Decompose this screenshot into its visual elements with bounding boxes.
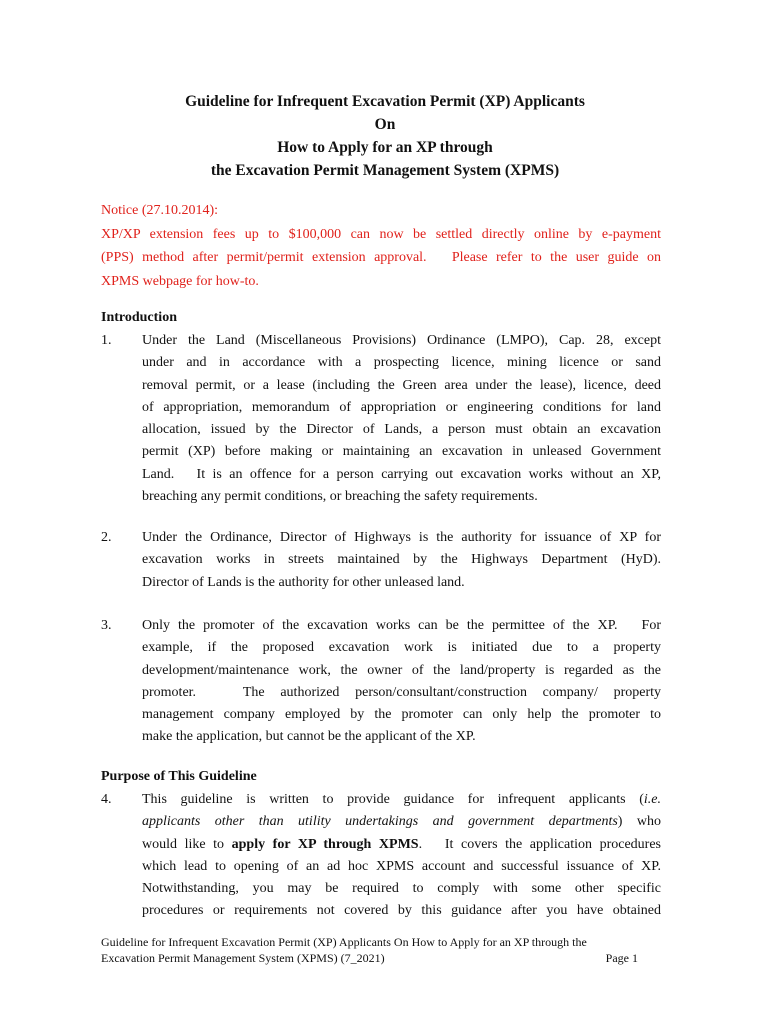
text-line: development/maintenance work, the owner of the land/property is regarded as the bbox=[142, 662, 661, 678]
page-footer bbox=[101, 935, 638, 966]
text-span: . It covers the application procedures bbox=[418, 836, 661, 852]
title-line-1: Guideline for Infrequent Excavation Permit (XP) Applicants bbox=[185, 93, 585, 110]
paragraph-2 bbox=[101, 527, 661, 594]
paragraph-body bbox=[142, 615, 661, 749]
introduction-heading: Introduction bbox=[101, 310, 177, 325]
paragraph-number: 1. bbox=[101, 333, 112, 348]
title-line-4: the Excavation Permit Management System (XPMS) bbox=[210, 162, 560, 179]
notice-block bbox=[101, 199, 661, 293]
text-line bbox=[142, 834, 661, 856]
title-line-2: On bbox=[374, 116, 396, 133]
text-line: which lead to opening of an ad hoc XPMS account and successful issuance of XP. bbox=[142, 858, 661, 874]
footer-line-1: Guideline for Infrequent Excavation Permit (XP) Applicants On How to Apply for an XP through the bbox=[101, 935, 587, 949]
text-line: Land. It is an offence for a person carrying out excavation works without an XP, bbox=[142, 466, 661, 482]
text-line: allocation, issued by the Director of Lands, a person must obtain an excavation bbox=[142, 422, 661, 438]
text-line: under and in accordance with a prospecting licence, mining licence or sand bbox=[142, 355, 661, 371]
text-line: breaching any permit conditions, or breaching the safety requirements. bbox=[142, 489, 538, 505]
text-line: Only the promoter of the excavation works can be the permittee of the XP. For bbox=[142, 618, 661, 633]
italic-text: applicants other than utility undertakings and government departments bbox=[142, 814, 618, 830]
text-line: Notwithstanding, you may be required to comply with some other specific bbox=[142, 881, 661, 897]
text-line: make the application, but cannot be the applicant of the XP. bbox=[142, 729, 476, 745]
text-line: permit (XP) before making or maintaining an excavation in unleased Government bbox=[142, 444, 661, 460]
text-span: would like to bbox=[142, 836, 232, 852]
paragraph-number: 4. bbox=[101, 792, 112, 807]
paragraph-number: 2. bbox=[101, 530, 112, 545]
text-line: promoter. The authorized person/consultant/construction company/ property bbox=[142, 684, 661, 700]
text-line: removal permit, or a lease (including the Green area under the lease), licence, deed bbox=[142, 377, 661, 393]
notice-line-2: (PPS) method after permit/permit extension approval. Please refer to the user guide on bbox=[101, 250, 661, 265]
text-line: example, if the proposed excavation work is initiated due to a property bbox=[142, 640, 661, 656]
notice-line-1: XP/XP extension fees up to $100,000 can now be settled directly online by e-payment bbox=[101, 226, 661, 242]
text-span: This guideline is written to provide guidance for infrequent applicants ( bbox=[142, 792, 644, 807]
text-line: excavation works in streets maintained by the Highways Department (HyD). bbox=[142, 552, 661, 568]
paragraph-body bbox=[142, 330, 661, 508]
paragraph-body bbox=[142, 527, 661, 594]
footer-row-2 bbox=[101, 951, 638, 967]
title-line-3: How to Apply for an XP through bbox=[277, 139, 493, 156]
paragraph-1 bbox=[101, 330, 661, 508]
text-line bbox=[142, 789, 661, 811]
page-number: Page 1 bbox=[605, 950, 638, 965]
paragraph-number: 3. bbox=[101, 618, 112, 633]
text-line: Under the Land (Miscellaneous Provisions) Ordinance (LMPO), Cap. 28, except bbox=[142, 333, 661, 348]
text-line: procedures or requirements not covered by this guidance after you have obtained bbox=[142, 903, 661, 919]
text-line: of appropriation, memorandum of appropriation or engineering conditions for land bbox=[142, 399, 661, 415]
paragraph-body bbox=[142, 789, 661, 923]
text-span: ) who bbox=[617, 814, 661, 830]
notice-heading: Notice (27.10.2014): bbox=[101, 203, 219, 218]
notice-line-3: XPMS webpage for how-to. bbox=[101, 273, 259, 289]
text-line: Director of Lands is the authority for other unleased land. bbox=[142, 574, 465, 590]
paragraph-3 bbox=[101, 615, 661, 749]
document-title bbox=[0, 90, 770, 182]
italic-text: i.e. bbox=[643, 792, 661, 807]
text-line: management company employed by the promoter can only help the promoter to bbox=[142, 707, 661, 723]
paragraph-4 bbox=[101, 789, 661, 923]
purpose-heading: Purpose of This Guideline bbox=[101, 769, 257, 784]
text-line bbox=[142, 811, 661, 833]
bold-text: apply for XP through XPMS bbox=[231, 836, 419, 852]
text-line: Under the Ordinance, Director of Highways is the authority for issuance of XP for bbox=[142, 530, 661, 545]
footer-line-2: Excavation Permit Management System (XPMS) (7_2021) bbox=[101, 950, 385, 965]
